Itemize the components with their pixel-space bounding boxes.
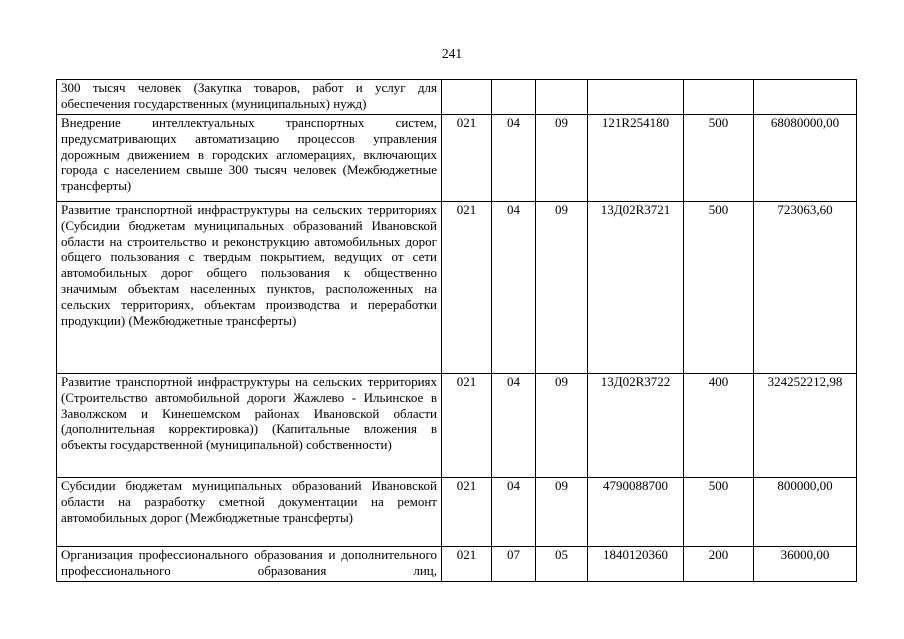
expense-type: 500 — [684, 115, 754, 202]
budget-table — [56, 79, 857, 582]
target-article: 13Д02R3722 — [588, 374, 684, 478]
section-code: 04 — [492, 202, 536, 374]
target-article — [588, 80, 684, 115]
expense-type: 500 — [684, 478, 754, 547]
target-article: 1840120360 — [588, 547, 684, 582]
target-article: 13Д02R3721 — [588, 202, 684, 374]
section-code: 07 — [492, 547, 536, 582]
row-description: Субсидии бюджетам муниципальных образований Ивановской области на разработку сметной документации на ремонт автомобильных дорог (Межбюджетные трансферты) — [57, 478, 442, 547]
row-description: Развитие транспортной инфраструктуры на сельских территориях (Субсидии бюджетам муниципальных образований Ивановской области на строительство и реконструкцию автомобильных дорог общего пользования с твердым покрытием, ведущих от сети автомобильных дорог общего пользования к общественно значимым объектам населенных пунктов, расположенных на сельских территориях, объектам производства и переработки продукции) (Межбюджетные трансферты) — [57, 202, 442, 374]
target-article: 4790088700 — [588, 478, 684, 547]
expense-type: 500 — [684, 202, 754, 374]
row-description: 300 тысяч человек (Закупка товаров, работ и услуг для обеспечения государственных (муниципальных) нужд) — [57, 80, 442, 115]
expense-type: 200 — [684, 547, 754, 582]
table-row — [57, 80, 857, 115]
target-article: 121R254180 — [588, 115, 684, 202]
expense-type — [684, 80, 754, 115]
table-row — [57, 374, 857, 478]
table-row — [57, 115, 857, 202]
ministry-code: 021 — [442, 478, 492, 547]
section-code: 04 — [492, 478, 536, 547]
amount — [754, 80, 857, 115]
table-row — [57, 547, 857, 582]
expense-type: 400 — [684, 374, 754, 478]
subsection-code: 09 — [536, 202, 588, 374]
row-description: Развитие транспортной инфраструктуры на сельских территориях (Строительство автомобильной дороги Жажлево - Ильинское в Заволжском и Кинешемском районах Ивановской области (дополнительная корректировка)) (Капитальные вложения в объекты государственной (муниципальной) собственности) — [57, 374, 442, 478]
section-code: 04 — [492, 374, 536, 478]
amount: 723063,60 — [754, 202, 857, 374]
ministry-code: 021 — [442, 547, 492, 582]
amount: 800000,00 — [754, 478, 857, 547]
row-description: Организация профессионального образования и дополнительного профессионального образования лиц, — [57, 547, 442, 582]
subsection-code — [536, 80, 588, 115]
ministry-code — [442, 80, 492, 115]
table-row — [57, 478, 857, 547]
subsection-code: 09 — [536, 115, 588, 202]
row-description: Внедрение интеллектуальных транспортных систем, предусматривающих автоматизацию процессов управления дорожным движением в городских агломерациях, включающих города с населением свыше 300 тысяч человек (Межбюджетные трансферты) — [57, 115, 442, 202]
section-code: 04 — [492, 115, 536, 202]
subsection-code: 09 — [536, 478, 588, 547]
ministry-code: 021 — [442, 374, 492, 478]
ministry-code: 021 — [442, 115, 492, 202]
ministry-code: 021 — [442, 202, 492, 374]
subsection-code: 05 — [536, 547, 588, 582]
amount: 68080000,00 — [754, 115, 857, 202]
amount: 36000,00 — [754, 547, 857, 582]
table-row — [57, 202, 857, 374]
subsection-code: 09 — [536, 374, 588, 478]
page-number: 241 — [441, 46, 463, 61]
section-code — [492, 80, 536, 115]
amount: 324252212,98 — [754, 374, 857, 478]
